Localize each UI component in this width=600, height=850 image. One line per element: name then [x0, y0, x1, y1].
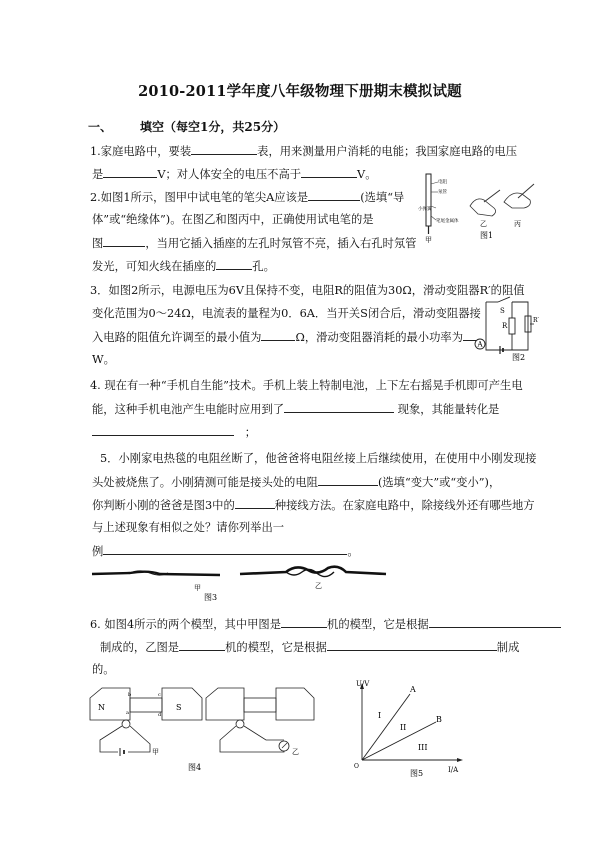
q6-text: 6. 如图4所示的两个模型，其中甲图是 [90, 618, 282, 631]
hand-bing-drawing [504, 193, 530, 208]
q5-line2 [92, 474, 500, 491]
q6-line3: 的。 [92, 663, 115, 676]
pen-label-neon: 氖管 [438, 190, 447, 195]
q4-line2 [92, 401, 499, 418]
q4-line3 [92, 424, 256, 441]
q5-blank-1 [318, 474, 378, 486]
fig2-label-r: R [502, 322, 508, 330]
q3-line3 [92, 329, 483, 346]
line-b [362, 722, 436, 760]
q1-blank-3 [301, 166, 357, 178]
commutator-jia [122, 720, 130, 728]
q6-text: 制成 [496, 641, 520, 654]
figure-5 [348, 678, 468, 778]
fig5-caption: 图5 [410, 769, 424, 778]
magnet-n-jia [90, 688, 130, 720]
fig1-label-bing: 丙 [514, 220, 521, 228]
fig4-label-c: c [158, 692, 161, 698]
q3-text: Ω，滑动变阻器消耗的最小功率为 [295, 331, 463, 344]
fig1-label-yi: 乙 [480, 220, 487, 228]
q5-text: 种接线方法。在家庭电路中，除接线外还有哪些地方 [274, 499, 535, 512]
q3-line4: W。 [92, 353, 115, 366]
q6-blank-2 [429, 616, 561, 628]
q1-text: 1.家庭电路中，要装 [90, 145, 192, 158]
q2-line3 [92, 235, 416, 252]
fig2-label-a: A [477, 340, 483, 349]
fig1-caption: 图1 [480, 231, 494, 240]
q3-blank-1 [261, 329, 295, 341]
magnet-s-jia [162, 688, 202, 720]
coil-yi [244, 698, 276, 712]
fig2-caption: 图2 [512, 353, 526, 362]
q6-blank-4 [327, 639, 497, 651]
region-iii-label: III [418, 743, 428, 752]
pen-bing [518, 184, 534, 198]
q1-blank-2 [103, 166, 157, 178]
q3-line1: 3．如图2所示，电源电压为6V且保持不变，电阻R的阻值为30Ω，滑动变阻器R′的阻值 [90, 284, 525, 297]
q5-text: 头处被烧焦了。小刚猜测可能是接头处的电阻 [92, 476, 318, 489]
pen-label-resistor: 电阻 [438, 180, 447, 185]
fig4-label-a: a [126, 710, 129, 716]
page-title: 2010-2011学年度八年级物理下册期末模拟试题 [138, 83, 462, 100]
fig4-label-jia: 甲 [152, 748, 159, 756]
q1-blank-1 [191, 143, 257, 155]
fig4-label-d: d [158, 712, 162, 718]
fig4-label-n-jia: N [98, 703, 105, 712]
section-label: 填空（每空1分，共25分） [140, 120, 286, 134]
figure-4 [88, 684, 318, 774]
fig2-label-r-prime: R′ [533, 317, 539, 324]
q1-text: 是 [92, 168, 104, 181]
fig1-label-jia: 甲 [425, 236, 432, 244]
q2-text: 孔。 [252, 260, 275, 273]
q2-blank-1 [308, 189, 360, 201]
q5-blank-3 [103, 543, 347, 555]
axis-i-label: I/A [448, 766, 459, 774]
q4-text: 现象，其能量转化是 [397, 403, 500, 416]
pen-label-spring: 小弹簧 [418, 207, 432, 212]
test-pen-body [426, 174, 431, 226]
section-heading [88, 118, 285, 135]
axis-u-label: U/V [356, 680, 370, 688]
fig4-label-s-jia: S [176, 703, 182, 712]
figure-1 [418, 172, 538, 247]
line-b-label: B [436, 715, 442, 724]
q1-line2 [92, 166, 377, 183]
q3-text: 入电路的阻值允许调至的最小值为 [92, 331, 262, 344]
coil-jia [130, 698, 162, 712]
origin-label: O [354, 763, 359, 770]
q2-text: ，当用它插入插座的左孔时氖管不亮，插入右孔时氖管 [145, 237, 417, 250]
q2-text: 发光，可知火线在插座的 [92, 260, 217, 273]
region-ii-label: II [400, 723, 407, 732]
q5-line3 [92, 497, 535, 514]
q2-line4 [92, 258, 275, 275]
q1-line1 [90, 143, 517, 160]
fig3-caption: 图3 [204, 593, 218, 602]
q2-blank-2 [103, 235, 145, 247]
magnet-n-yi [206, 688, 244, 720]
q2-text: 2.如图1所示，图甲中试电笔的笔尖A应该是 [90, 191, 309, 204]
q6-line2 [100, 639, 519, 656]
q2-text: 图 [92, 237, 104, 250]
q1-text: V；对人体安全的电压不高于 [157, 168, 302, 181]
slip-ring-yi [236, 720, 244, 728]
q6-text: 机的模型，它是根据 [327, 618, 429, 631]
fig2-label-s: S [500, 307, 505, 315]
q5-text: 。 [347, 545, 359, 558]
magnet-s-yi [276, 688, 314, 720]
region-i-label: I [378, 711, 382, 720]
q1-text: 表，用来测量用户消耗的电能；我国家庭电路的电压 [257, 145, 517, 158]
section-number: 一、 [88, 120, 113, 134]
hand-yi-drawing [470, 199, 496, 216]
fig4-label-yi: 乙 [292, 748, 299, 756]
fig3-label-yi: 乙 [315, 582, 322, 590]
q4-blank-1 [284, 401, 394, 413]
q5-text: 例 [92, 545, 104, 558]
q4-text: 能，这种手机电池产生电能时应用到了 [92, 403, 285, 416]
q5-line5 [92, 543, 359, 560]
q2-line1 [90, 189, 404, 206]
pen-label-metal: 笔尾金属体 [436, 219, 459, 224]
q5-text: (选填“变大”或“变小”)， [377, 476, 501, 489]
figure-2 [472, 296, 548, 362]
fig4-label-b: b [128, 692, 132, 698]
q1-text: V。 [357, 168, 377, 181]
pen-yi [484, 190, 500, 202]
q5-line1: 5．小刚家电热毯的电阻丝断了，他爸爸将电阻丝接上后继续使用，在使用中小刚发现接 [100, 452, 537, 465]
resistor-r [509, 318, 515, 334]
q6-text: 制成的，乙图是 [100, 641, 180, 654]
q6-line1 [90, 616, 561, 633]
q4-blank-2 [92, 424, 234, 436]
figure-3 [90, 562, 390, 604]
fig4-caption: 图4 [188, 763, 202, 772]
q4-line1: 4. 现在有一种“手机自生能”技术。手机上装上特制电池，上下左右摇晃手机即可产生电 [90, 379, 523, 392]
q2-blank-3 [216, 258, 252, 270]
q5-line4: 与上述现象有相似之处？请你列举出一 [92, 521, 285, 534]
fig3-label-jia: 甲 [194, 584, 201, 592]
q6-text: 机的模型，它是根据 [225, 641, 327, 654]
q2-text: (选填“导 [360, 191, 405, 204]
q2-line2: 体”或“绝缘体”)。在图乙和图丙中，正确使用试电笔的是 [92, 213, 374, 226]
q6-blank-3 [179, 639, 225, 651]
q5-blank-2 [235, 497, 275, 509]
q4-text: ； [244, 426, 257, 439]
line-a-label: A [410, 685, 416, 694]
switch-s [498, 297, 510, 302]
q3-line2: 变化范围为0～24Ω，电流表的量程为0．6A．当开关S闭合后，滑动变阻器接 [92, 307, 481, 320]
q6-blank-1 [281, 616, 327, 628]
q5-text: 你判断小刚的爸爸是图3中的 [92, 499, 235, 512]
